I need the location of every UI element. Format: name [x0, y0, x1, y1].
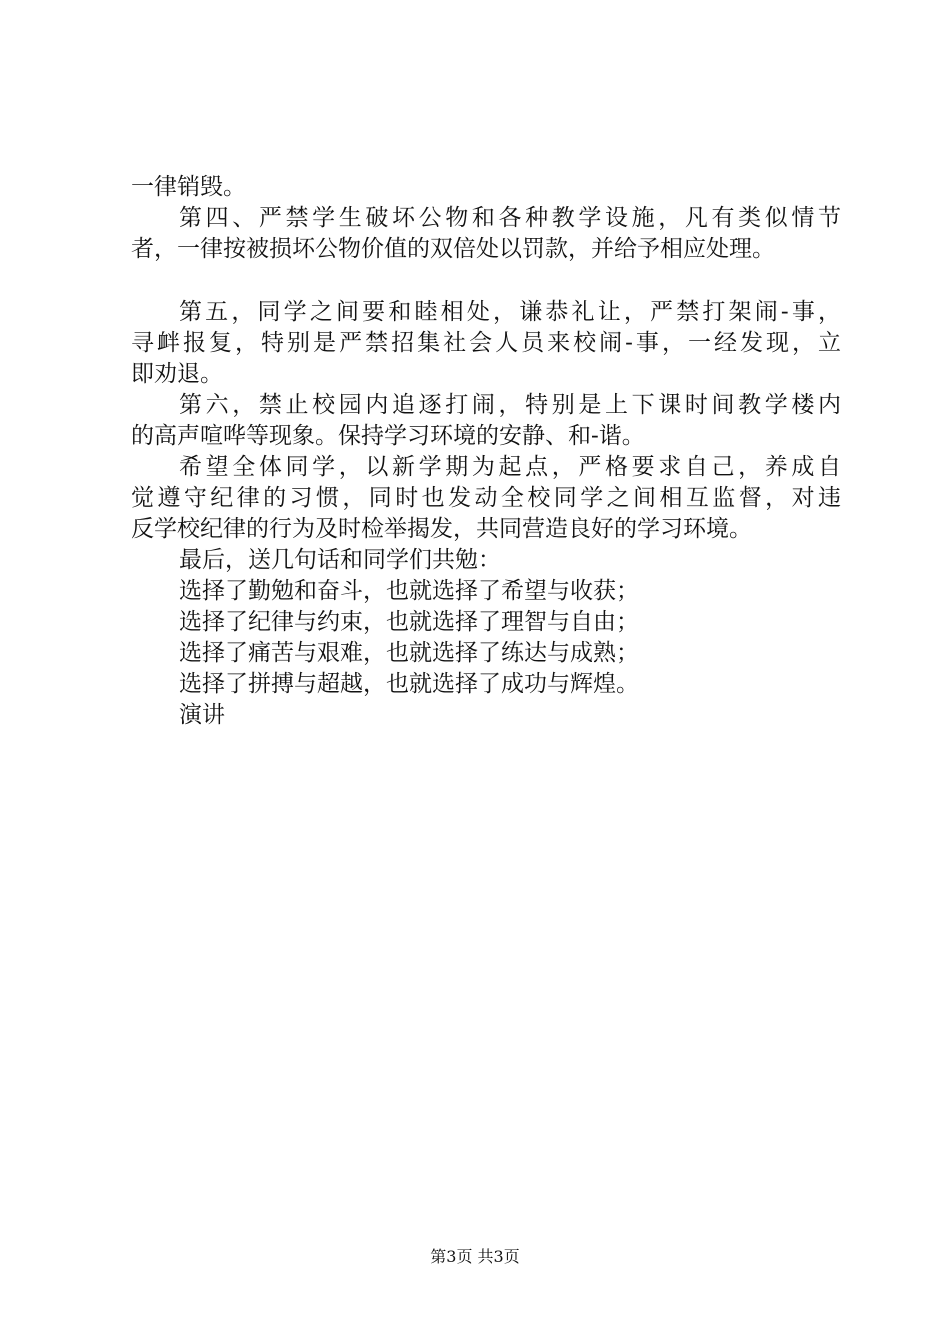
- motto-line: 选择了勤勉和奋斗，也就选择了希望与收获；: [179, 578, 639, 604]
- text-line: 者，一律按被损坏公物价值的双倍处以罚款，并给予相应处理。: [131, 236, 775, 262]
- text-line: 反学校纪律的行为及时检举揭发，共同营造良好的学习环境。: [131, 516, 752, 542]
- paragraph-start-line: 希望全体同学，以新学期为起点，严格要求自己，养成自: [179, 454, 841, 480]
- page-number-footer: 第3页 共3页: [430, 1247, 520, 1266]
- paragraph-gap: [131, 265, 841, 297]
- motto-line: 选择了痛苦与艰难，也就选择了练达与成熟；: [179, 640, 639, 666]
- text-line: 寻衅报复，特别是严禁招集社会人员来校闹-事，一经发现，立: [131, 330, 841, 356]
- text-line: 的高声喧哗等现象。保持学习环境的安静、和-谐。: [131, 423, 645, 449]
- text-line: 一律销毁。: [131, 174, 246, 200]
- paragraph-start-line: 第四、严禁学生破坏公物和各种教学设施，凡有类似情节: [179, 205, 841, 231]
- motto-line: 选择了纪律与约束，也就选择了理智与自由；: [179, 609, 639, 635]
- text-line: 即劝退。: [131, 361, 223, 387]
- document-body: [131, 172, 841, 731]
- paragraph-start-line: 第五，同学之间要和睦相处，谦恭礼让，严禁打架闹-事，: [179, 299, 841, 325]
- paragraph-start-line: 最后，送几句话和同学们共勉：: [179, 547, 501, 573]
- paragraph-start-line: 第六，禁止校园内追逐打闹，特别是上下课时间教学楼内: [179, 392, 841, 418]
- motto-line: 选择了拼搏与超越，也就选择了成功与辉煌。: [179, 671, 639, 697]
- closing-line: 演讲: [179, 702, 225, 728]
- text-line: 觉遵守纪律的习惯，同时也发动全校同学之间相互监督，对违: [131, 485, 841, 511]
